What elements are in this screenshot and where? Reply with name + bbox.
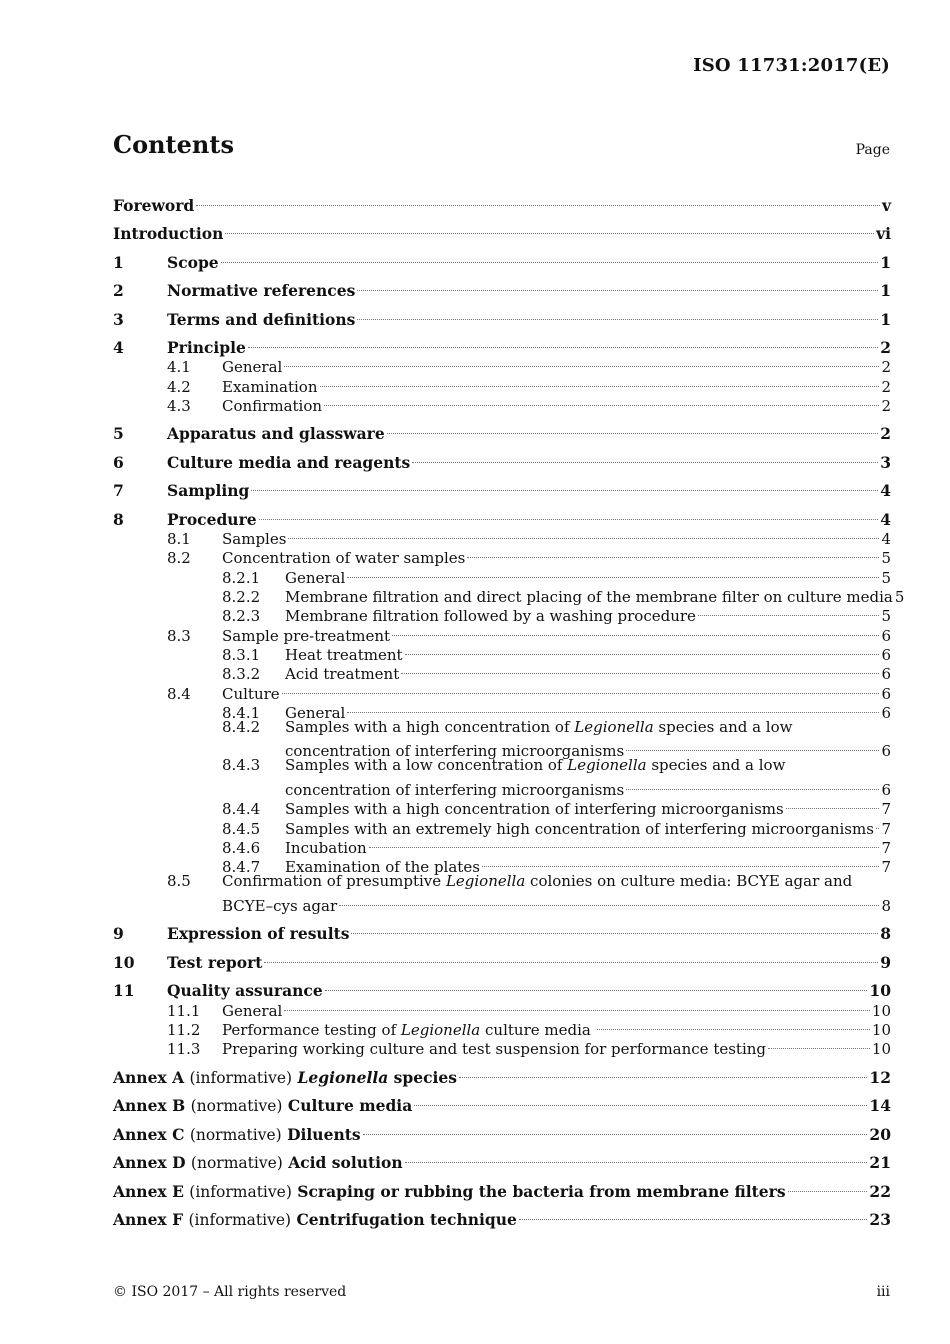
table-of-contents [113,182,905,1230]
toc-entry-title: Samples [222,530,287,549]
toc-entry-title [285,756,785,775]
dot-leader [288,525,879,544]
toc-entry-4-2[interactable] [113,372,891,396]
toc-entry-number: 2 [113,281,124,300]
dot-leader [248,325,878,354]
toc-title-part: colonies on culture media: BCYE agar and [525,872,853,891]
dot-leader [347,563,879,582]
toc-entry-page: 5 [881,568,891,587]
dot-leader [626,776,879,795]
dot-leader [786,795,880,814]
toc-entry-number: 5 [113,424,124,444]
toc-entry-title: General [285,568,346,587]
toc-entry-page: 6 [881,742,891,761]
dot-leader [597,1016,870,1035]
toc-entry-page: 6 [881,781,891,800]
toc-entry-number: 11.2 [167,1020,201,1039]
toc-entry-number: 8.3.1 [222,645,261,664]
toc-entry-number: 4.3 [167,396,191,415]
toc-entry-2[interactable] [113,268,891,300]
toc-entry-title: Preparing working culture and test suspension for performance testing [222,1040,767,1059]
toc-entry-title: Incubation [285,838,367,857]
toc-entry-title: General [285,703,346,722]
toc-entry-number: 4.2 [167,377,191,396]
toc-entry-page: 2 [880,338,891,357]
dot-leader [392,621,879,640]
toc-entry-number: 8.4.2 [222,717,261,736]
toc-entry-number: 10 [113,952,135,972]
toc-entry-title: Membrane filtration and direct placing of the membrane filter on culture media [285,588,893,607]
toc-entry-number: 8.4 [167,684,191,703]
toc-entry-title: Quality assurance [167,981,323,1001]
toc-entry-number: 8.2.2 [222,588,261,607]
page-title: Contents [113,130,234,159]
toc-entry-page: 2 [880,424,891,444]
toc-entry-page: 5 [881,607,891,626]
toc-entry-annex-e[interactable] [113,1168,891,1201]
document-code: ISO 11731:2017(E) [693,55,890,76]
toc-entry-page: 3 [880,452,891,472]
toc-entry-page: 22 [869,1181,891,1201]
dot-leader [519,1197,868,1226]
toc-entry-page: 8 [881,896,891,915]
toc-entry-page: 6 [881,665,891,684]
annex-title-text: Centrifugation technique [296,1210,517,1230]
toc-title-italic: Legionella [574,717,654,736]
toc-entry-title: Expression of results [167,924,350,944]
toc-title-part: Confirmation of presumptive [222,872,446,891]
toc-entry-number: 8.4.1 [222,703,261,722]
dot-leader [405,1140,868,1169]
toc-entry-number: 11.3 [167,1040,201,1059]
toc-title-part: species and a low [653,717,793,736]
toc-entry-number: 8.2.1 [222,568,261,587]
toc-title-part: Performance testing of [222,1020,401,1039]
dot-leader [264,939,878,968]
toc-entry-page: 6 [881,645,891,664]
toc-title-italic: Legionella [445,872,526,891]
annex-title [113,1206,517,1235]
toc-title-part: culture media [480,1020,591,1039]
toc-entry-title: Sample pre-treatment [222,626,391,645]
toc-entry-page: 7 [881,838,891,857]
dot-leader [320,372,880,391]
toc-entry-8-1[interactable] [113,525,891,549]
toc-entry-page: 10 [871,1040,891,1059]
toc-entry-title: Terms and definitions [167,309,356,329]
toc-entry-number: 8.3 [167,626,191,645]
toc-entry-page: 10 [869,981,891,1001]
dot-leader [363,1111,868,1140]
dot-leader [369,834,880,853]
page-number: iii [876,1284,890,1300]
toc-entry-8-4-3[interactable] [113,756,891,775]
toc-entry-8-3[interactable] [113,621,891,645]
dot-leader [225,211,874,240]
toc-entry-number: 8 [113,509,124,529]
toc-entry-page: 5 [881,549,891,568]
toc-entry-number: 8.4.5 [222,819,261,838]
toc-entry-11-2[interactable] [113,1016,891,1039]
dot-leader [259,496,879,525]
toc-entry-title: Principle [167,338,246,357]
toc-entry-annex-d[interactable] [113,1140,891,1173]
dot-leader [412,439,878,468]
toc-entry-annex-b[interactable] [113,1083,891,1116]
toc-entry-11-1[interactable] [113,996,891,1020]
toc-title-part: Samples with a high concentration of [285,717,575,736]
toc-entry-title: Foreword [113,195,195,215]
toc-entry-title: Apparatus and glassware [167,424,385,444]
toc-entry-11-3[interactable] [113,1035,891,1059]
dot-leader [698,602,880,621]
toc-entry-page: 1 [880,309,891,329]
dot-leader [325,968,868,997]
toc-entry-page: 20 [869,1124,891,1144]
toc-entry-8-4-7[interactable] [113,853,891,877]
toc-entry-number: 8.4.4 [222,800,261,819]
toc-entry-title: Procedure [167,509,257,529]
toc-entry-title: Introduction [113,224,224,243]
toc-entry-7[interactable] [113,468,891,501]
toc-entry-page: 6 [881,684,891,703]
toc-entry-title: Culture media and reagents [167,452,411,472]
toc-entry-number: 4.1 [167,358,191,377]
toc-entry-8-4-1[interactable] [113,699,891,722]
toc-entry-title: Acid treatment [285,665,400,684]
toc-entry-page: 7 [881,800,891,819]
dot-leader [221,239,879,268]
toc-entry-page: 8 [880,924,891,944]
toc-entry-number: 6 [113,452,124,472]
dot-leader [284,353,879,372]
dot-leader [339,892,879,911]
dot-leader [768,1035,870,1054]
annex-type: (informative) [189,1182,292,1201]
toc-entry-number: 9 [113,924,124,944]
toc-entry-page: 4 [881,530,891,549]
toc-entry-title: General [222,1001,283,1020]
toc-entry-8-2-1[interactable] [113,563,891,587]
toc-entry-4-1[interactable] [113,353,891,377]
toc-title-part: Samples with a low concentration of [285,756,568,775]
annex-label: Annex C [113,1124,185,1144]
dot-leader [357,296,878,325]
dot-leader [351,911,878,940]
dot-leader [788,1168,868,1197]
toc-entry-8-3-1[interactable] [113,641,891,664]
dot-leader [467,544,879,563]
toc-entry-8-5[interactable] [113,872,891,891]
toc-entry-3[interactable] [113,296,891,329]
toc-entry-page: 9 [880,952,891,972]
toc-entry-number: 7 [113,481,124,501]
toc-entry-5[interactable] [113,411,891,444]
toc-entry-page: vi [876,224,891,243]
toc-entry-11[interactable] [113,968,891,1001]
toc-entry-annex-c[interactable] [113,1111,891,1144]
toc-entry-8-4-5[interactable] [113,814,891,838]
toc-entry-title: Confirmation [222,396,323,415]
toc-entry-title: Samples with an extremely high concentration of interfering microorganisms [285,819,874,838]
dot-leader [876,814,880,833]
annex-title-text: Scraping or rubbing the bacteria from membrane filters [297,1181,786,1201]
annex-label: Annex E [113,1181,184,1201]
annex-type: (informative) [189,1068,293,1087]
toc-entry-annex-f[interactable] [113,1197,891,1230]
toc-entry-title: Heat treatment [285,645,403,664]
dot-leader [401,660,879,679]
annex-type: (normative) [190,1154,283,1173]
annex-title-text: Culture media [287,1096,413,1116]
toc-entry-introduction[interactable] [113,211,891,243]
annex-title-text: Acid solution [288,1153,403,1173]
annex-title-text: species [388,1067,458,1087]
toc-entry-8-4-2-cont[interactable] [113,737,891,761]
toc-entry-page: 21 [869,1153,891,1173]
toc-entry-title [222,872,852,891]
dot-leader [284,996,870,1015]
toc-entry-number: 11 [113,981,135,1001]
toc-entry-foreword[interactable] [113,182,891,215]
toc-entry-4-3[interactable] [113,392,891,415]
toc-entry-page: 10 [871,1001,891,1020]
annex-label: Annex D [113,1153,186,1173]
toc-entry-page: 4 [880,481,891,501]
toc-title-part: species and a low [646,756,786,775]
toc-entry-page: 12 [869,1067,891,1087]
toc-entry-10[interactable] [113,939,891,972]
dot-leader [357,268,878,297]
toc-entry-number: 8.2 [167,549,191,568]
dot-leader [405,641,880,660]
toc-entry-annex-a[interactable] [113,1054,891,1087]
toc-entry-8-4[interactable] [113,679,891,703]
toc-entry-page: 10 [871,1020,891,1039]
toc-entry-page: 1 [880,281,891,300]
toc-title-continuation: BCYE–cys agar [222,896,338,915]
toc-entry-number: 3 [113,309,124,329]
toc-entry-title: General [222,358,283,377]
toc-entry-title: Membrane filtration followed by a washing procedure [285,607,696,626]
toc-entry-8-4-6[interactable] [113,834,891,857]
copyright-footer: © ISO 2017 – All rights reserved [113,1284,347,1300]
toc-entry-page: 7 [881,819,891,838]
dot-leader [482,853,880,872]
toc-title-continuation: concentration of interfering microorganisms [285,781,625,800]
toc-entry-page: 6 [881,626,891,645]
toc-entry-number: 8.4.7 [222,858,261,877]
toc-entry-page: 5 [894,588,905,607]
toc-entry-title: Normative references [167,281,356,300]
dot-leader [251,468,878,497]
toc-entry-page: 7 [881,858,891,877]
toc-title-italic: Legionella [400,1020,481,1039]
toc-entry-number: 8.3.2 [222,665,261,684]
toc-entry-6[interactable] [113,439,891,472]
annex-type: (informative) [188,1211,292,1230]
toc-entry-page: 14 [869,1096,891,1116]
toc-entry-number: 8.4.6 [222,838,261,857]
toc-entry-page: 2 [881,358,891,377]
toc-entry-4[interactable] [113,325,891,357]
toc-entry-page: 1 [880,252,891,272]
toc-entry-title: Culture [222,684,280,703]
toc-entry-page: v [881,195,891,215]
page-column-label: Page [855,142,890,158]
dot-leader [626,737,879,756]
toc-entry-page: 4 [880,509,891,529]
toc-entry-number: 8.4.3 [222,756,261,775]
annex-type: (normative) [190,1097,283,1116]
dot-leader [387,411,879,440]
toc-entry-page: 2 [881,396,891,415]
toc-entry-page: 6 [881,703,891,722]
toc-entry-8-5-cont[interactable] [113,892,891,915]
annex-label: Annex B [113,1096,186,1116]
toc-entry-number: 8.2.3 [222,607,261,626]
toc-entry-8-3-2[interactable] [113,660,891,684]
toc-entry-title: Examination of the plates [285,858,480,877]
toc-entry-title: Concentration of water samples [222,549,466,568]
dot-leader [459,1054,867,1083]
annex-type: (normative) [189,1125,282,1144]
toc-entry-page: 23 [869,1210,891,1230]
toc-entry-number: 8.5 [167,872,191,891]
toc-entry-title: Sampling [167,481,250,501]
toc-entry-number: 8.1 [167,530,191,549]
dot-leader [282,679,880,698]
toc-entry-9[interactable] [113,911,891,944]
toc-title-italic: Legionella [567,756,647,775]
toc-entry-number: 4 [113,338,124,357]
toc-entry-title: Test report [167,952,263,972]
dot-leader [196,182,880,211]
toc-entry-1[interactable] [113,239,891,272]
toc-entry-title: Examination [222,377,318,396]
toc-entry-title: Scope [167,252,219,272]
annex-title-italic: Legionella [297,1067,389,1087]
toc-entry-number: 1 [113,252,124,272]
toc-entry-8-4-4[interactable] [113,795,891,819]
toc-entry-8-2-2[interactable] [113,583,905,607]
annex-label: Annex F [113,1210,184,1230]
toc-entry-number: 11.1 [167,1001,201,1020]
toc-entry-8-2-3[interactable] [113,602,891,626]
toc-entry-8-2[interactable] [113,544,891,568]
annex-label: Annex A [113,1067,185,1087]
dot-leader [414,1083,867,1112]
toc-title-continuation: concentration of interfering microorganisms [285,742,625,761]
toc-entry-8-4-2[interactable] [113,718,891,737]
toc-entry-8[interactable] [113,496,891,529]
toc-entry-8-4-3-cont[interactable] [113,776,891,800]
toc-entry-title: Samples with a high concentration of interfering microorganisms [285,800,784,819]
toc-entry-title [285,718,792,737]
toc-entry-page: 2 [881,377,891,396]
dot-leader [324,392,879,411]
annex-title-text: Diluents [287,1124,361,1144]
dot-leader [347,699,879,718]
